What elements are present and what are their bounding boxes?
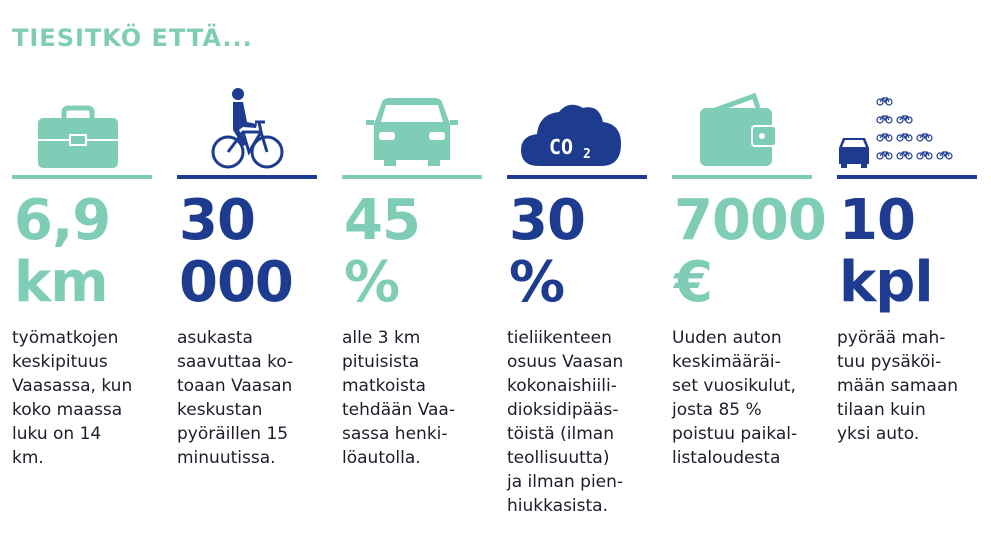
- fact-value: 30 000: [179, 188, 293, 315]
- car-vs-bikes-icon: [837, 82, 977, 170]
- divider: [507, 175, 647, 179]
- page-title: TIESITKÖ ETTÄ...: [12, 24, 253, 52]
- divider: [177, 175, 317, 179]
- wallet-icon: [672, 82, 812, 170]
- divider: [12, 175, 152, 179]
- fact-card-commute-length: [12, 82, 152, 522]
- briefcase-icon: [12, 82, 152, 170]
- fact-card-bike-parking: [837, 82, 977, 522]
- fact-value: 10 kpl: [839, 188, 933, 315]
- divider: [342, 175, 482, 179]
- fact-card-short-car-trips: [342, 82, 482, 522]
- fact-value: 7000 €: [674, 188, 826, 315]
- divider: [837, 175, 977, 179]
- divider: [672, 175, 812, 179]
- fact-description: pyörää mah- tuu pysäköi- mään samaan tilaan kuin yksi auto.: [837, 328, 959, 444]
- fact-description: työmatkojen keskipituus Vaasassa, kun koko maassa luku on 14 km.: [12, 328, 133, 468]
- fact-card-co2-share: [507, 82, 647, 522]
- fact-description: Uuden auton keskimääräi- set vuosikulut, josta 85 % poistuu paikal- listaloudesta: [672, 328, 798, 468]
- fact-description: asukasta saavuttaa ko- toaan Vaasan keskustan pyöräillen 15 minuutissa.: [177, 328, 294, 468]
- co2-cloud-icon: [507, 82, 647, 170]
- fact-card-car-costs: [672, 82, 826, 522]
- fact-description: tieliikenteen osuus Vaasan kokonaishiili- dioksidipääs- töistä (ilman teollisuutta) ja ilman pien- hiukkasista.: [507, 328, 624, 516]
- fact-card-cycling-residents: [177, 82, 317, 522]
- car-icon: [342, 82, 482, 170]
- fact-value: 30 %: [509, 188, 585, 315]
- fact-value: 6,9 km: [14, 188, 111, 315]
- fact-value: 45 %: [344, 188, 420, 315]
- cyclist-icon: [177, 82, 317, 170]
- fact-description: alle 3 km pituisista matkoista tehdään Vaa- sassa henki- löautolla.: [342, 328, 455, 468]
- svg-text:2: 2: [583, 147, 591, 162]
- svg-text:CO: CO: [549, 135, 574, 159]
